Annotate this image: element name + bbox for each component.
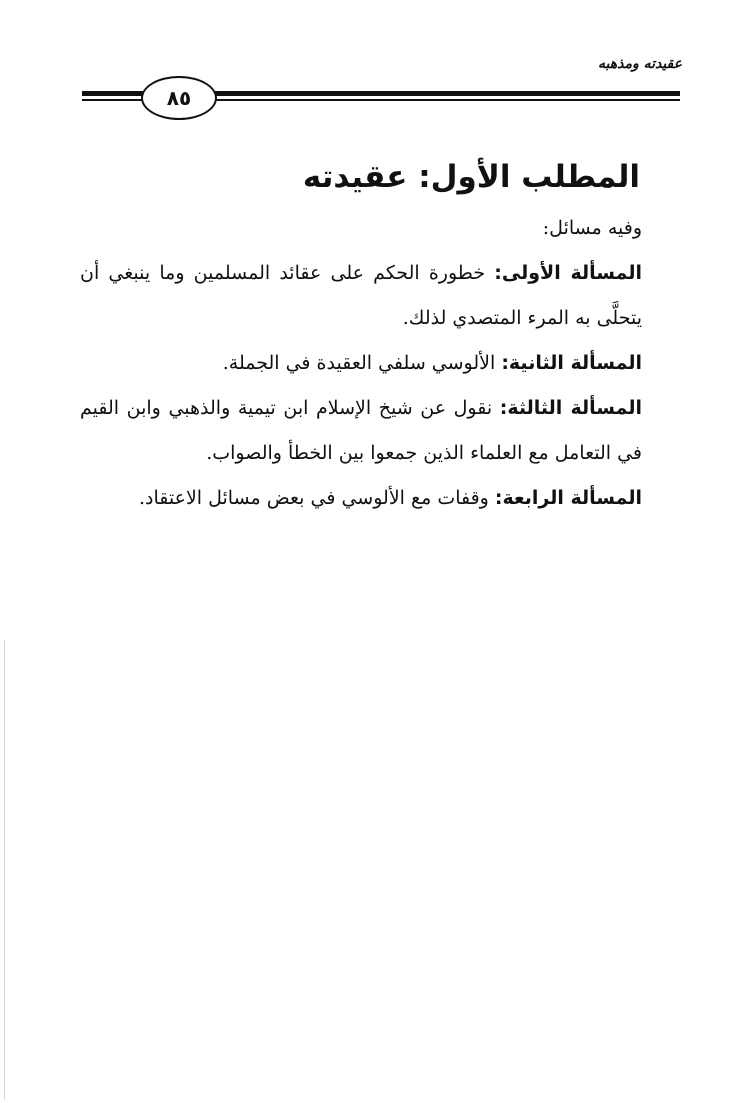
item-1 [80, 251, 680, 341]
item-1-text: خطورة الحكم على عقائد المسلمين وما ينبغي أن يتحلَّى به المرء المتصدي لذلك. [80, 262, 642, 329]
item-4 [80, 476, 680, 521]
item-2 [80, 341, 680, 386]
scan-edge-line [4, 640, 5, 1100]
item-3-text: نقول عن شيخ الإسلام ابن تيمية والذهبي وابن القيم في التعامل مع العلماء الذين جمعوا بين الخطأ والصواب. [80, 397, 642, 464]
section-title: المطلب الأول: عقيدته [302, 158, 640, 195]
body-text [80, 206, 680, 521]
page-number-oval [141, 76, 217, 120]
page-number: ٨٥ [166, 86, 192, 110]
item-2-text: الألوسي سلفي العقيدة في الجملة. [222, 352, 502, 374]
intro-line: وفيه مسائل: [542, 217, 642, 239]
item-3-label: المسألة الثالثة: [499, 397, 642, 419]
item-1-label: المسألة الأولى: [494, 262, 642, 284]
item-2-label: المسألة الثانية: [501, 352, 642, 374]
item-3 [80, 386, 680, 476]
item-4-text: وقفات مع الألوسي في بعض مسائل الاعتقاد. [138, 487, 495, 509]
item-4-label: المسألة الرابعة: [494, 487, 642, 509]
running-header: عقيدته ومذهبه [597, 56, 682, 72]
